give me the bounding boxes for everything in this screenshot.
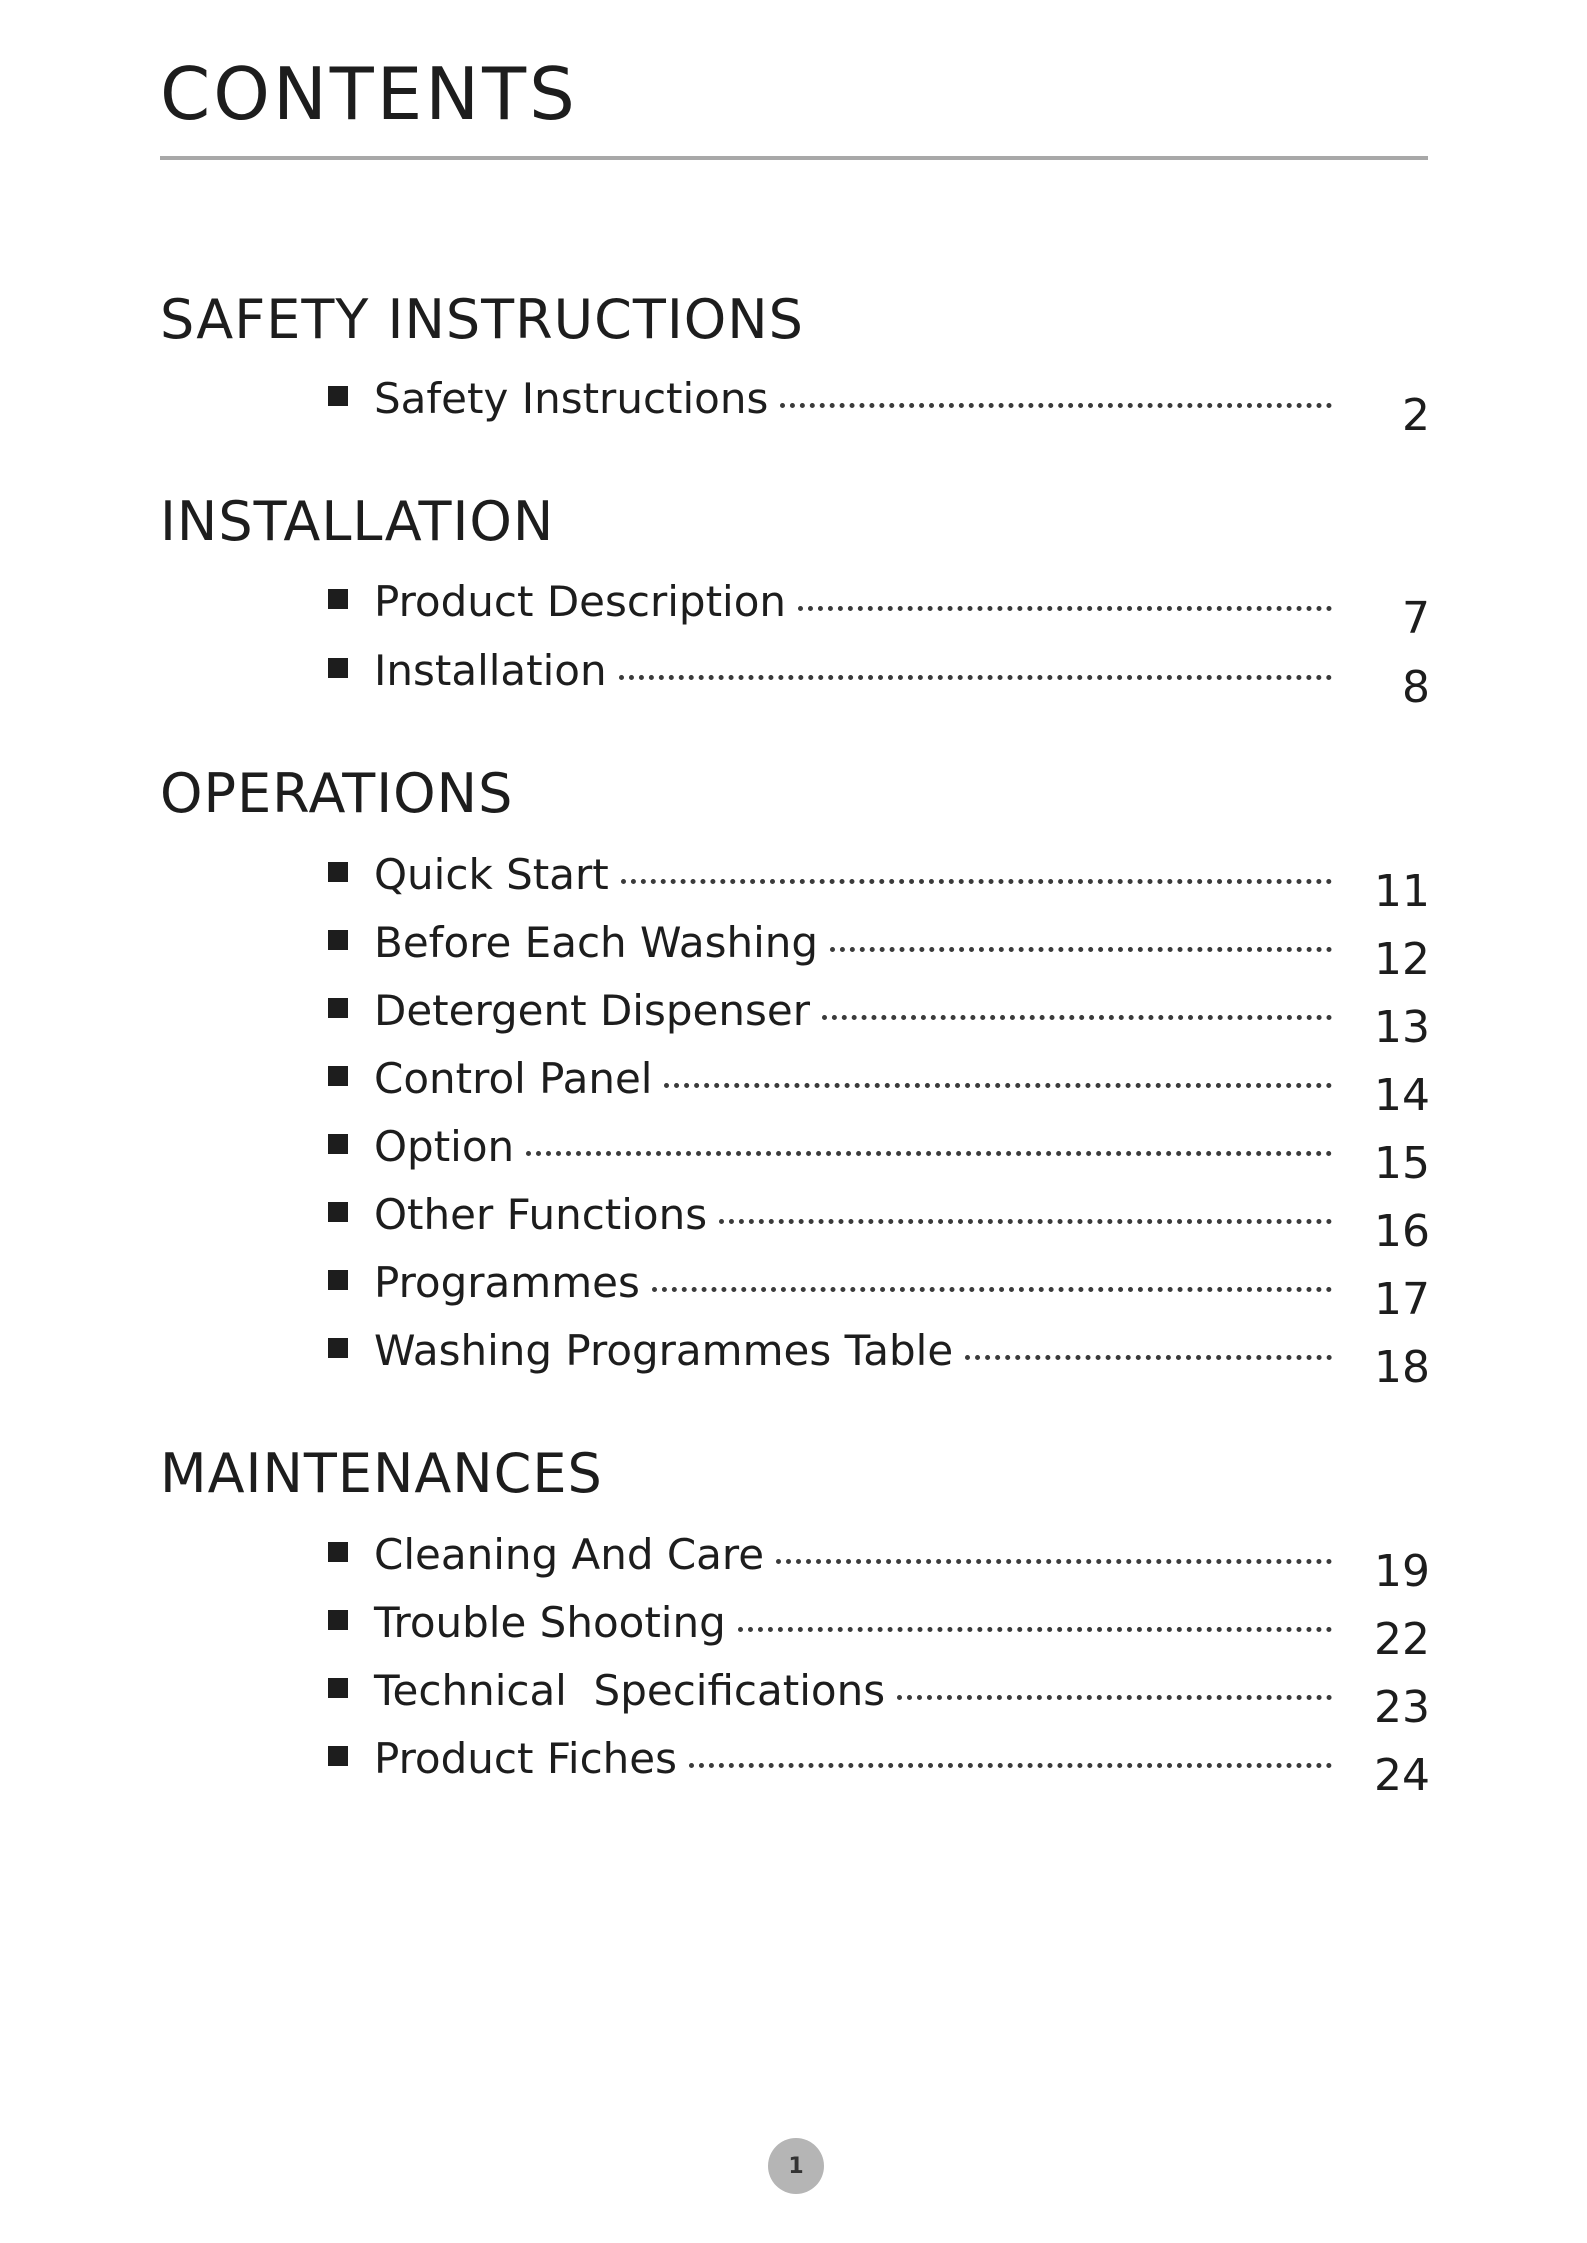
toc-entry-label: Control Panel <box>374 1054 653 1103</box>
toc-entry-label: Trouble Shooting <box>374 1598 726 1647</box>
square-bullet-icon <box>328 930 348 950</box>
toc-entry-label: Product Description <box>374 577 787 626</box>
toc-entry-detergent-dispenser[interactable] <box>328 980 1430 1053</box>
toc-entry-label: Detergent Dispenser <box>374 986 810 1035</box>
toc-entry-label: Cleaning And Care <box>374 1530 765 1579</box>
toc-entry-technical-specifications[interactable] <box>328 1660 1430 1733</box>
toc-entry-cleaning-and-care[interactable] <box>328 1524 1430 1597</box>
square-bullet-icon <box>328 1610 348 1630</box>
toc-page-number: 11 <box>1374 866 1430 917</box>
toc-entry-label: Quick Start <box>374 850 609 899</box>
dot-leader <box>664 1083 1332 1088</box>
title-divider <box>160 156 1428 160</box>
toc-entry-label: Washing Programmes Table <box>374 1326 954 1375</box>
section-heading-safety: SAFETY INSTRUCTIONS <box>160 288 804 351</box>
toc-page-number: 12 <box>1374 934 1430 985</box>
toc-entry-label: Technical Specifications <box>374 1666 886 1715</box>
toc-entry-label: Programmes <box>374 1258 640 1307</box>
section-heading-installation: INSTALLATION <box>160 490 555 553</box>
square-bullet-icon <box>328 1202 348 1222</box>
toc-entry-label: Safety Instructions <box>374 374 769 423</box>
square-bullet-icon <box>328 1678 348 1698</box>
toc-page-number: 17 <box>1374 1274 1430 1325</box>
square-bullet-icon <box>328 1134 348 1154</box>
section-heading-maintenances: MAINTENANCES <box>160 1442 603 1505</box>
dot-leader <box>965 1355 1332 1360</box>
square-bullet-icon <box>328 1542 348 1562</box>
toc-page-number: 7 <box>1402 593 1430 644</box>
toc-entry-before-each-washing[interactable] <box>328 912 1430 985</box>
toc-page-number: 24 <box>1374 1750 1430 1801</box>
page-number-badge: 1 <box>768 2138 824 2194</box>
square-bullet-icon <box>328 862 348 882</box>
dot-leader <box>689 1763 1332 1768</box>
toc-entry-product-fiches[interactable] <box>328 1728 1430 1801</box>
toc-page-number: 2 <box>1402 390 1430 441</box>
toc-page-number: 8 <box>1402 662 1430 713</box>
toc-page-number: 15 <box>1374 1138 1430 1189</box>
toc-entry-product-description[interactable] <box>328 571 1430 644</box>
toc-page-number: 22 <box>1374 1614 1430 1665</box>
toc-page-number: 14 <box>1374 1070 1430 1121</box>
dot-leader <box>830 947 1332 952</box>
toc-entry-programmes[interactable] <box>328 1252 1430 1325</box>
toc-entry-installation[interactable] <box>328 640 1430 713</box>
dot-leader <box>776 1559 1332 1564</box>
toc-entry-label: Product Fiches <box>374 1734 678 1783</box>
square-bullet-icon <box>328 1066 348 1086</box>
dot-leader <box>780 403 1332 408</box>
square-bullet-icon <box>328 1270 348 1290</box>
toc-entry-option[interactable] <box>328 1116 1430 1189</box>
toc-entry-quick-start[interactable] <box>328 844 1430 917</box>
section-heading-operations: OPERATIONS <box>160 762 514 825</box>
dot-leader <box>822 1015 1332 1020</box>
dot-leader <box>526 1151 1332 1156</box>
square-bullet-icon <box>328 658 348 678</box>
toc-entry-label: Option <box>374 1122 515 1171</box>
square-bullet-icon <box>328 998 348 1018</box>
dot-leader <box>619 675 1332 680</box>
dot-leader <box>652 1287 1332 1292</box>
toc-page-number: 19 <box>1374 1546 1430 1597</box>
square-bullet-icon <box>328 589 348 609</box>
toc-entry-trouble-shooting[interactable] <box>328 1592 1430 1665</box>
square-bullet-icon <box>328 1746 348 1766</box>
toc-entry-washing-programmes-table[interactable] <box>328 1320 1430 1393</box>
dot-leader <box>738 1627 1332 1632</box>
square-bullet-icon <box>328 1338 348 1358</box>
toc-entry-safety-instructions[interactable] <box>328 368 1430 441</box>
toc-entry-other-functions[interactable] <box>328 1184 1430 1257</box>
dot-leader <box>621 879 1332 884</box>
toc-entry-label: Installation <box>374 646 607 695</box>
page-title: CONTENTS <box>160 52 578 136</box>
toc-page-number: 13 <box>1374 1002 1430 1053</box>
toc-page-number: 23 <box>1374 1682 1430 1733</box>
square-bullet-icon <box>328 386 348 406</box>
toc-entry-control-panel[interactable] <box>328 1048 1430 1121</box>
toc-page-number: 18 <box>1374 1342 1430 1393</box>
toc-entry-label: Before Each Washing <box>374 918 819 967</box>
dot-leader <box>719 1219 1332 1224</box>
toc-page-number: 16 <box>1374 1206 1430 1257</box>
dot-leader <box>897 1695 1332 1700</box>
toc-entry-label: Other Functions <box>374 1190 708 1239</box>
dot-leader <box>798 606 1332 611</box>
